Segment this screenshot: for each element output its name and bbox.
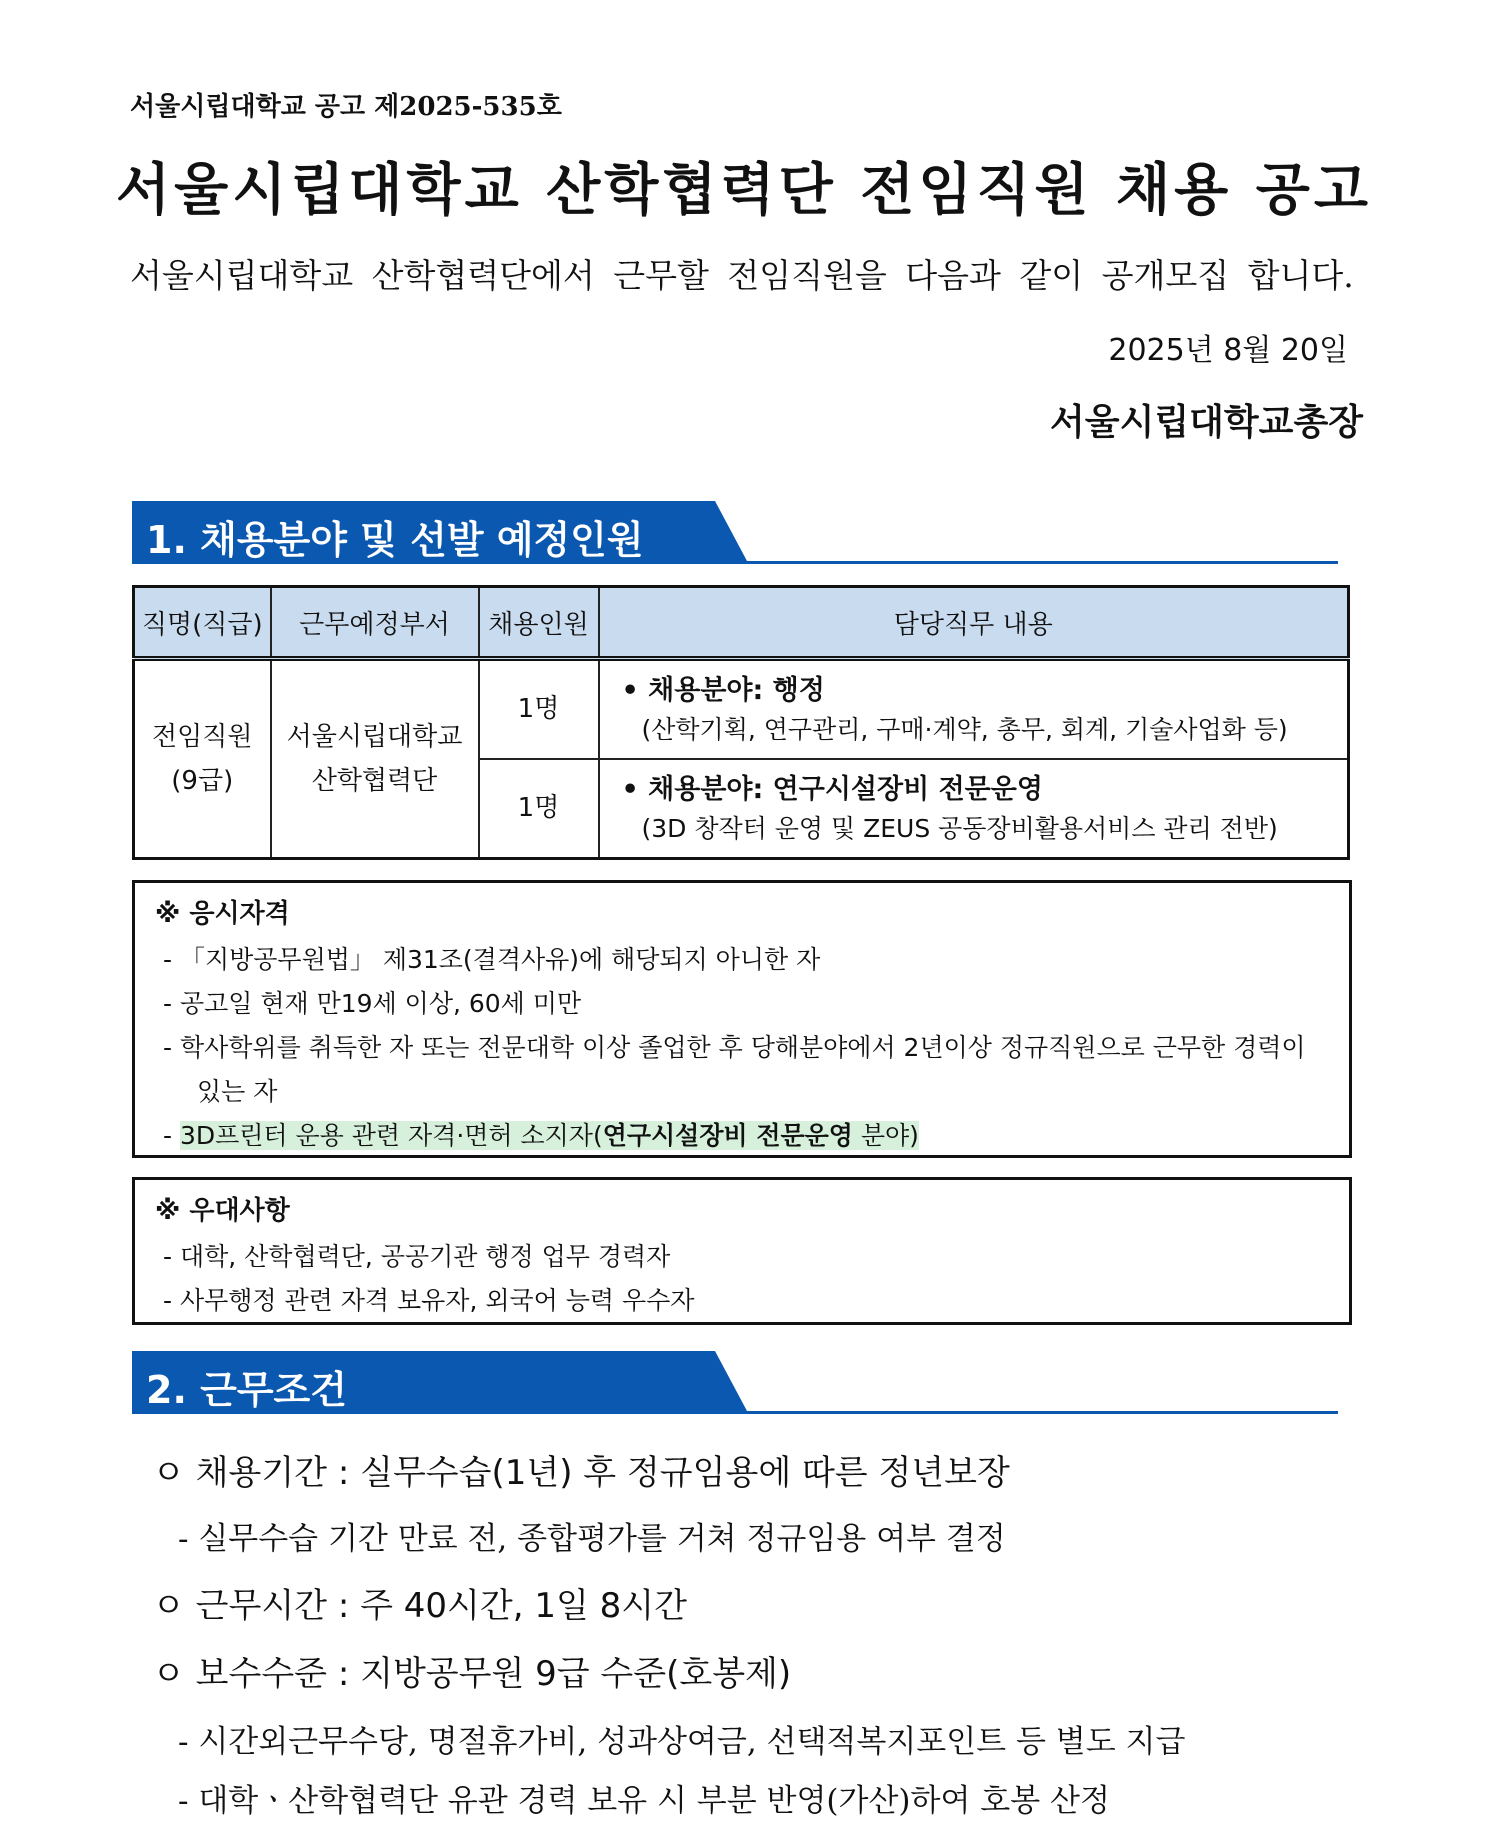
header-count: 채용인원	[479, 587, 599, 659]
section1-title: 1. 채용분야 및 선발 예정인원	[146, 518, 644, 562]
duty-detail: (3D 창작터 운영 및 ZEUS 공동장비활용서비스 관리 전반)	[641, 813, 1278, 843]
header-position: 직명(직급)	[134, 587, 271, 659]
qualification-item-highlight	[135, 1114, 1349, 1158]
qualifications-title: ※ 응시자격	[155, 899, 290, 929]
section1-header	[132, 501, 1338, 564]
intro-text: 서울시립대학교 산학협력단에서 근무할 전임직원을 다음과 같이 공개모집 합니다.	[130, 256, 1354, 295]
condition-pay-note: - 대학ㆍ산학협력단 유관 경력 보유 시 부분 반영(가산)하여 호봉 산정	[178, 1783, 1110, 1819]
preference-item: - 대학, 산학협력단, 공공기관 행정 업무 경력자	[163, 1242, 671, 1271]
preference-item: - 사무행정 관련 자격 보유자, 외국어 능력 우수자	[163, 1286, 695, 1315]
page-title: 서울시립대학교 산학협력단 전임직원 채용 공고	[116, 158, 1372, 223]
notice-date: 2025년 8월 20일	[1108, 333, 1348, 368]
position-cell	[134, 659, 271, 859]
header-duty: 담당직무 내용	[599, 587, 1349, 659]
condition-period-note: - 실무수습 기간 만료 전, 종합평가를 거쳐 정규임용 여부 결정	[178, 1521, 1006, 1557]
table-header-row	[134, 587, 1349, 659]
highlight-part-b: 연구시설장비 전문운영	[602, 1121, 853, 1150]
condition-hours: ㅇ 근무시간 : 주 40시간, 1일 8시간	[152, 1586, 687, 1626]
qualification-item: - 학사학위를 취득한 자 또는 전문대학 이상 졸업한 후 당해분야에서 2년이상 정규직원으로 근무한 경력이 있는 자	[163, 1033, 1306, 1106]
department-cell	[271, 659, 479, 859]
qualifications-box	[132, 880, 1352, 1158]
qualification-item: - 공고일 현재 만19세 이상, 60세 미만	[163, 989, 582, 1018]
condition-pay: ㅇ 보수수준 : 지방공무원 9급 수준(호봉제)	[152, 1654, 792, 1694]
duty-field: • 채용분야: 연구시설장비 전문운영	[621, 773, 1043, 805]
duty-cell	[599, 759, 1349, 859]
preferences-title: ※ 우대사항	[155, 1196, 290, 1226]
condition-period: ㅇ 채용기간 : 실무수습(1년) 후 정규임용에 따른 정년보장	[152, 1453, 1010, 1493]
recruitment-table	[132, 585, 1350, 860]
table-row	[134, 659, 1349, 759]
count-cell: 1명	[479, 759, 599, 859]
issuer: 서울시립대학교총장	[1050, 401, 1363, 443]
highlight-part-c: 분야)	[852, 1121, 919, 1150]
duty-cell	[599, 659, 1349, 759]
preferences-box	[132, 1177, 1352, 1325]
position-grade: (9급)	[171, 766, 234, 796]
department-line2: 산학협력단	[311, 766, 438, 796]
department-line1: 서울시립대학교	[286, 722, 463, 752]
duty-field: • 채용분야: 행정	[621, 675, 825, 706]
highlight-text	[180, 1121, 919, 1150]
position-name: 전임직원	[152, 722, 253, 752]
section2-title: 2. 근무조건	[146, 1368, 347, 1412]
section2-header	[132, 1351, 1338, 1414]
notice-number: 서울시립대학교 공고 제2025-535호	[130, 92, 562, 122]
header-department: 근무예정부서	[271, 587, 479, 659]
qualification-item: - 「지방공무원법」 제31조(결격사유)에 해당되지 아니한 자	[163, 945, 821, 974]
duty-detail: (산학기획, 연구관리, 구매·계약, 총무, 회계, 기술사업화 등)	[641, 715, 1288, 744]
highlight-part-a: 3D프린터 운용 관련 자격·면허 소지자(	[179, 1121, 603, 1150]
highlight-prefix: -	[163, 1121, 180, 1150]
count-cell: 1명	[479, 659, 599, 759]
condition-pay-note: - 시간외근무수당, 명절휴가비, 성과상여금, 선택적복지포인트 등 별도 지급	[178, 1724, 1186, 1760]
